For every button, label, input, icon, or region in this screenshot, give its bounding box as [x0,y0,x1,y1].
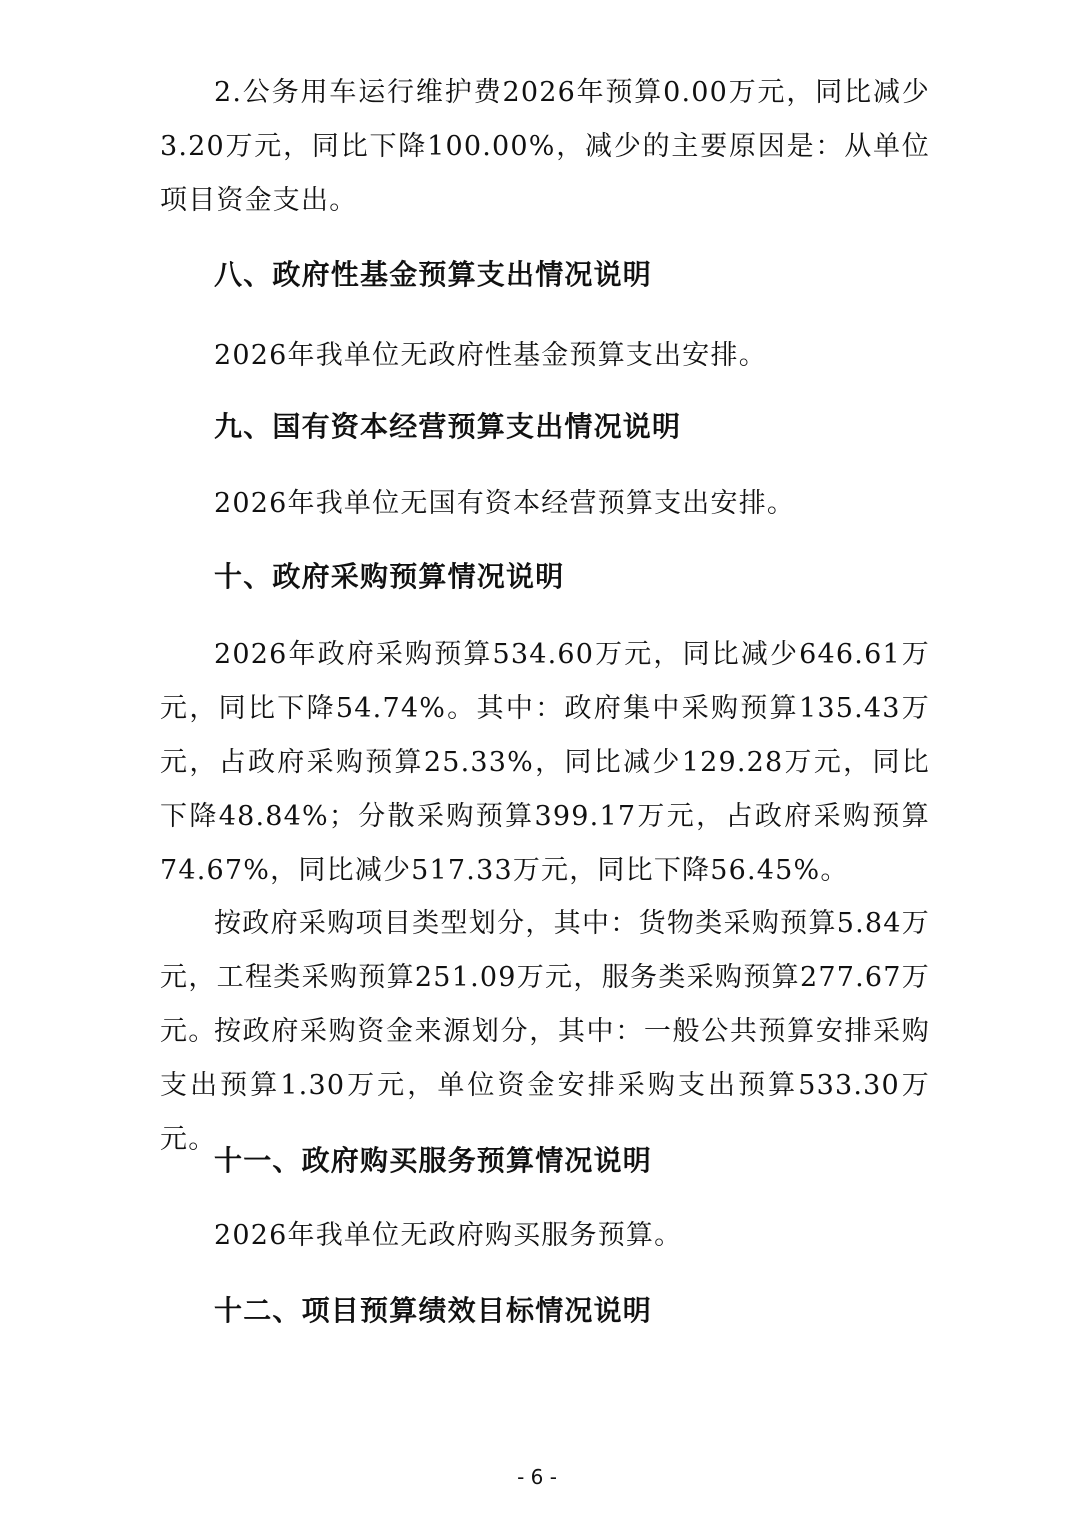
heading-section-8: 八、政府性基金预算支出情况说明 [214,258,653,291]
heading-section-11: 十一、政府购买服务预算情况说明 [214,1144,653,1177]
heading-section-9: 九、国有资本经营预算支出情况说明 [214,410,682,443]
heading-section-10: 十、政府采购预算情况说明 [214,560,565,593]
paragraph-procurement-by-type: 按政府采购项目类型划分，其中：货物类采购预算5.84万元，工程类采购预算251.09万元，服务类采购预算277.67万元。 [160,908,930,1047]
paragraph-procurement-by-source: 按政府采购资金来源划分，其中：一般公共预算安排采购支出预算1.30万元，单位资金安排采购支出预算533.30万元。 [160,1016,930,1155]
paragraph-procurement-overview: 2026年政府采购预算534.60万元，同比减少646.61万元，同比下降54.74%。其中：政府集中采购预算135.43万元，占政府采购预算25.33%，同比减少129.28万元，同比下降48.84%；分散采购预算399.17万元，占政府采购预算74.67%，同比减少517.33万元，同比下降56.45%。 [160,639,930,886]
paragraph-fund-budget: 2026年我单位无政府性基金预算支出安排。 [214,340,767,371]
paragraph-purchase-services: 2026年我单位无政府购买服务预算。 [214,1220,683,1251]
page-number: - 6 - [517,1465,557,1489]
paragraph-vehicle-maintenance: 2.公务用车运行维护费2026年预算0.00万元，同比减少3.20万元，同比下降100.00%，减少的主要原因是：从单位项目资金支出。 [160,77,930,216]
heading-section-12: 十二、项目预算绩效目标情况说明 [214,1294,653,1327]
paragraph-state-capital: 2026年我单位无国有资本经营预算支出安排。 [214,488,796,519]
